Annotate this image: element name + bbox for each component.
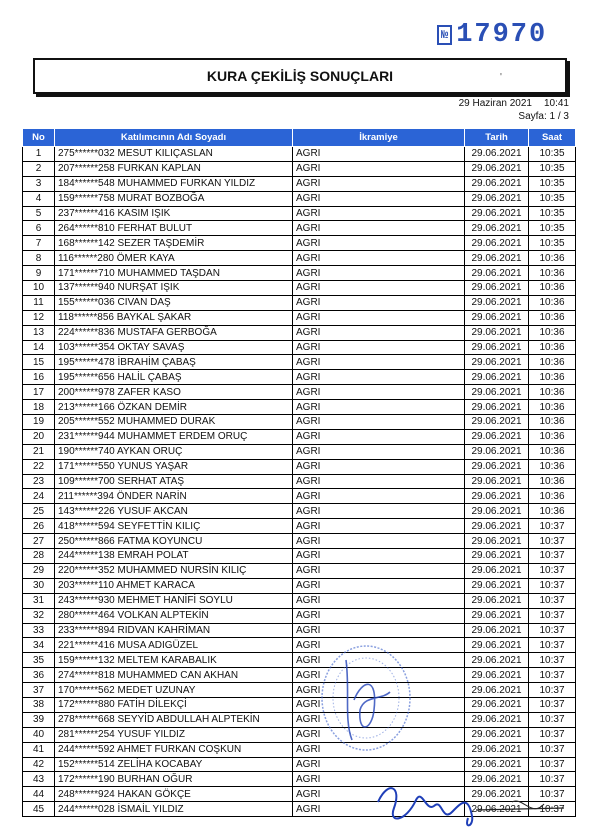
table-row: [23, 504, 576, 519]
cell-no: 13: [23, 325, 55, 340]
cell-participant: 264******810 FERHAT BULUT: [55, 221, 293, 236]
cell-prize: AGRI: [293, 325, 465, 340]
cell-prize: AGRI: [293, 519, 465, 534]
cell-participant: 207******258 FURKAN KAPLAN: [55, 161, 293, 176]
cell-no: 45: [23, 802, 55, 817]
cell-prize: AGRI: [293, 444, 465, 459]
cell-participant: 143******226 YUSUF AKCAN: [55, 504, 293, 519]
table-row: [23, 161, 576, 176]
cell-no: 18: [23, 400, 55, 415]
cell-participant: 250******866 FATMA KOYUNCU: [55, 534, 293, 549]
cell-prize: AGRI: [293, 757, 465, 772]
cell-time: 10:36: [529, 355, 576, 370]
cell-no: 31: [23, 593, 55, 608]
cell-date: 29.06.2021: [465, 623, 529, 638]
cell-prize: AGRI: [293, 549, 465, 564]
table-row: [23, 325, 576, 340]
cell-prize: AGRI: [293, 534, 465, 549]
cell-no: 19: [23, 415, 55, 430]
table-row: [23, 683, 576, 698]
cell-no: 32: [23, 608, 55, 623]
cell-time: 10:36: [529, 370, 576, 385]
cell-date: 29.06.2021: [465, 519, 529, 534]
cell-time: 10:35: [529, 206, 576, 221]
cell-time: 10:36: [529, 474, 576, 489]
table-row: [23, 549, 576, 564]
table-row: [23, 340, 576, 355]
cell-time: 10:35: [529, 176, 576, 191]
cell-date: 29.06.2021: [465, 281, 529, 296]
cell-date: 29.06.2021: [465, 697, 529, 712]
cell-date: 29.06.2021: [465, 474, 529, 489]
cell-participant: 244******592 AHMET FURKAN COŞKUN: [55, 742, 293, 757]
cell-no: 7: [23, 236, 55, 251]
table-row: [23, 281, 576, 296]
cell-date: 29.06.2021: [465, 266, 529, 281]
cell-participant: 243******930 MEHMET HANİFİ SOYLU: [55, 593, 293, 608]
cell-participant: 211******394 ÖNDER NARİN: [55, 489, 293, 504]
cell-participant: 155******036 CIVAN DAŞ: [55, 295, 293, 310]
cell-participant: 170******562 MEDET UZUNAY: [55, 683, 293, 698]
table-row: [23, 787, 576, 802]
print-date-time: [459, 98, 569, 109]
cell-time: 10:36: [529, 340, 576, 355]
table-row: [23, 429, 576, 444]
cell-date: 29.06.2021: [465, 727, 529, 742]
cell-participant: 275******032 MESUT KILIÇASLAN: [55, 147, 293, 162]
cell-prize: AGRI: [293, 295, 465, 310]
cell-date: 29.06.2021: [465, 295, 529, 310]
cell-time: 10:37: [529, 712, 576, 727]
cell-date: 29.06.2021: [465, 668, 529, 683]
cell-time: 10:36: [529, 400, 576, 415]
cell-time: 10:37: [529, 623, 576, 638]
cell-date: 29.06.2021: [465, 310, 529, 325]
cell-no: 27: [23, 534, 55, 549]
cell-time: 10:37: [529, 653, 576, 668]
cell-participant: 203******110 AHMET KARACA: [55, 578, 293, 593]
table-row: [23, 459, 576, 474]
cell-time: 10:37: [529, 608, 576, 623]
cell-prize: AGRI: [293, 683, 465, 698]
table-header-row: [23, 129, 576, 147]
table-row: [23, 176, 576, 191]
cell-date: 29.06.2021: [465, 236, 529, 251]
cell-date: 29.06.2021: [465, 161, 529, 176]
cell-time: 10:36: [529, 489, 576, 504]
cell-no: 43: [23, 772, 55, 787]
cell-date: 29.06.2021: [465, 325, 529, 340]
cell-time: 10:36: [529, 504, 576, 519]
table-row: [23, 266, 576, 281]
cell-no: 21: [23, 444, 55, 459]
page-title: KURA ÇEKİLİŞ SONUÇLARI: [33, 58, 567, 94]
cell-prize: AGRI: [293, 236, 465, 251]
cell-prize: AGRI: [293, 176, 465, 191]
cell-participant: 159******758 MURAT BOZBOĞA: [55, 191, 293, 206]
number-sign: №: [437, 25, 452, 45]
cell-time: 10:36: [529, 281, 576, 296]
cell-date: 29.06.2021: [465, 787, 529, 802]
cell-prize: AGRI: [293, 787, 465, 802]
cell-no: 1: [23, 147, 55, 162]
cell-no: 36: [23, 668, 55, 683]
cell-no: 12: [23, 310, 55, 325]
cell-participant: 109******700 SERHAT ATAŞ: [55, 474, 293, 489]
print-date: 29 Haziran 2021: [458, 98, 532, 109]
table-row: [23, 251, 576, 266]
table-row: [23, 236, 576, 251]
cell-date: 29.06.2021: [465, 504, 529, 519]
cell-date: 29.06.2021: [465, 147, 529, 162]
cell-prize: AGRI: [293, 563, 465, 578]
cell-prize: AGRI: [293, 206, 465, 221]
cell-no: 35: [23, 653, 55, 668]
cell-no: 34: [23, 638, 55, 653]
cell-participant: 248******924 HAKAN GÖKÇE: [55, 787, 293, 802]
table-row: [23, 519, 576, 534]
cell-time: 10:37: [529, 563, 576, 578]
cell-date: 29.06.2021: [465, 638, 529, 653]
cell-prize: AGRI: [293, 400, 465, 415]
cell-participant: 224******836 MUSTAFA GERBOĞA: [55, 325, 293, 340]
cell-date: 29.06.2021: [465, 340, 529, 355]
column-header-date: Tarih: [465, 129, 529, 147]
cell-time: 10:36: [529, 429, 576, 444]
table-row: [23, 712, 576, 727]
table-row: [23, 802, 576, 817]
cell-time: 10:36: [529, 325, 576, 340]
table-row: [23, 563, 576, 578]
cell-time: 10:35: [529, 191, 576, 206]
cell-date: 29.06.2021: [465, 251, 529, 266]
results-table: [22, 128, 576, 817]
cell-time: 10:37: [529, 668, 576, 683]
cell-date: 29.06.2021: [465, 206, 529, 221]
cell-no: 29: [23, 563, 55, 578]
cell-participant: 103******354 OKTAY SAVAŞ: [55, 340, 293, 355]
cell-participant: 205******552 MUHAMMED DURAK: [55, 415, 293, 430]
cell-participant: 233******894 RIDVAN KAHRİMAN: [55, 623, 293, 638]
cell-prize: AGRI: [293, 266, 465, 281]
cell-prize: AGRI: [293, 742, 465, 757]
cell-date: 29.06.2021: [465, 400, 529, 415]
cell-no: 38: [23, 697, 55, 712]
table-row: [23, 638, 576, 653]
page-indicator: Sayfa: 1 / 3: [518, 111, 569, 122]
cell-date: 29.06.2021: [465, 429, 529, 444]
cell-time: 10:36: [529, 459, 576, 474]
table-row: [23, 444, 576, 459]
cell-prize: AGRI: [293, 697, 465, 712]
cell-date: 29.06.2021: [465, 355, 529, 370]
table-row: [23, 221, 576, 236]
cell-participant: 244******028 İSMAİL YILDIZ: [55, 802, 293, 817]
cell-no: 24: [23, 489, 55, 504]
cell-time: 10:37: [529, 549, 576, 564]
cell-time: 10:37: [529, 742, 576, 757]
cell-date: 29.06.2021: [465, 489, 529, 504]
cell-no: 23: [23, 474, 55, 489]
table-row: [23, 697, 576, 712]
cell-no: 37: [23, 683, 55, 698]
cell-time: 10:35: [529, 221, 576, 236]
cell-no: 33: [23, 623, 55, 638]
table-row: [23, 608, 576, 623]
cell-time: 10:36: [529, 310, 576, 325]
cell-prize: AGRI: [293, 608, 465, 623]
cell-prize: AGRI: [293, 385, 465, 400]
cell-no: 5: [23, 206, 55, 221]
cell-participant: 195******656 HALİL ÇABAŞ: [55, 370, 293, 385]
cell-participant: 190******740 AYKAN ORUÇ: [55, 444, 293, 459]
cell-participant: 195******478 İBRAHİM ÇABAŞ: [55, 355, 293, 370]
cell-participant: 274******818 MUHAMMED CAN AKHAN: [55, 668, 293, 683]
cell-no: 40: [23, 727, 55, 742]
cell-prize: AGRI: [293, 504, 465, 519]
document-number: 17970: [456, 20, 548, 50]
cell-no: 17: [23, 385, 55, 400]
table-row: [23, 653, 576, 668]
cell-prize: AGRI: [293, 340, 465, 355]
cell-date: 29.06.2021: [465, 176, 529, 191]
cell-participant: 172******880 FATİH DİLEKÇİ: [55, 697, 293, 712]
cell-participant: 220******352 MUHAMMED NURSİN KILIÇ: [55, 563, 293, 578]
cell-prize: AGRI: [293, 489, 465, 504]
cell-no: 2: [23, 161, 55, 176]
cell-participant: 137******940 NURŞAT IŞIK: [55, 281, 293, 296]
cell-prize: AGRI: [293, 429, 465, 444]
cell-prize: AGRI: [293, 310, 465, 325]
table-row: [23, 534, 576, 549]
cell-no: 39: [23, 712, 55, 727]
cell-no: 30: [23, 578, 55, 593]
table-row: [23, 191, 576, 206]
cell-no: 28: [23, 549, 55, 564]
table-row: [23, 772, 576, 787]
cell-no: 10: [23, 281, 55, 296]
cell-date: 29.06.2021: [465, 563, 529, 578]
cell-participant: 171******550 YUNUS YAŞAR: [55, 459, 293, 474]
cell-no: 6: [23, 221, 55, 236]
cell-participant: 116******280 ÖMER KAYA: [55, 251, 293, 266]
cell-time: 10:37: [529, 638, 576, 653]
cell-participant: 152******514 ZELİHA KOCABAY: [55, 757, 293, 772]
cell-participant: 280******464 VOLKAN ALPTEKİN: [55, 608, 293, 623]
column-header-no: No: [23, 129, 55, 147]
cell-participant: 172******190 BURHAN OĞUR: [55, 772, 293, 787]
cell-prize: AGRI: [293, 251, 465, 266]
cell-prize: AGRI: [293, 191, 465, 206]
table-row: [23, 593, 576, 608]
cell-date: 29.06.2021: [465, 459, 529, 474]
cell-time: 10:37: [529, 683, 576, 698]
cell-time: 10:36: [529, 415, 576, 430]
cell-prize: AGRI: [293, 772, 465, 787]
cell-time: 10:37: [529, 727, 576, 742]
cell-time: 10:37: [529, 757, 576, 772]
cell-prize: AGRI: [293, 802, 465, 817]
cell-date: 29.06.2021: [465, 221, 529, 236]
cell-no: 9: [23, 266, 55, 281]
table-row: [23, 206, 576, 221]
cell-participant: 281******254 YUSUF YILDIZ: [55, 727, 293, 742]
print-time: 10:41: [543, 98, 569, 109]
cell-date: 29.06.2021: [465, 757, 529, 772]
cell-time: 10:36: [529, 385, 576, 400]
cell-no: 20: [23, 429, 55, 444]
cell-no: 8: [23, 251, 55, 266]
cell-date: 29.06.2021: [465, 653, 529, 668]
cell-participant: 278******668 SEYYİD ABDULLAH ALPTEKİN: [55, 712, 293, 727]
cell-participant: 184******548 MUHAMMED FURKAN YILDIZ: [55, 176, 293, 191]
cell-date: 29.06.2021: [465, 415, 529, 430]
column-header-prize: İkramiye: [293, 129, 465, 147]
cell-date: 29.06.2021: [465, 593, 529, 608]
cell-time: 10:37: [529, 772, 576, 787]
cell-participant: 159******132 MELTEM KARABALIK: [55, 653, 293, 668]
cell-prize: AGRI: [293, 727, 465, 742]
cell-prize: AGRI: [293, 161, 465, 176]
cell-participant: 171******710 MUHAMMED TAŞDAN: [55, 266, 293, 281]
cell-participant: 118******856 BAYKAL ŞAKAR: [55, 310, 293, 325]
cell-time: 10:37: [529, 802, 576, 817]
cell-date: 29.06.2021: [465, 802, 529, 817]
table-row: [23, 385, 576, 400]
table-row: [23, 489, 576, 504]
cell-time: 10:36: [529, 444, 576, 459]
cell-time: 10:37: [529, 697, 576, 712]
cell-date: 29.06.2021: [465, 683, 529, 698]
cell-date: 29.06.2021: [465, 712, 529, 727]
table-row: [23, 474, 576, 489]
cell-time: 10:37: [529, 519, 576, 534]
cell-no: 4: [23, 191, 55, 206]
cell-prize: AGRI: [293, 370, 465, 385]
cell-prize: AGRI: [293, 355, 465, 370]
cell-participant: 168******142 SEZER TAŞDEMİR: [55, 236, 293, 251]
decorative-mark: ': [500, 72, 502, 83]
cell-time: 10:36: [529, 266, 576, 281]
table-row: [23, 400, 576, 415]
document-number-stamp: [437, 20, 547, 50]
cell-date: 29.06.2021: [465, 608, 529, 623]
table-row: [23, 295, 576, 310]
cell-participant: 418******594 SEYFETTİN KILIÇ: [55, 519, 293, 534]
cell-no: 15: [23, 355, 55, 370]
cell-prize: AGRI: [293, 668, 465, 683]
cell-no: 22: [23, 459, 55, 474]
cell-date: 29.06.2021: [465, 578, 529, 593]
cell-date: 29.06.2021: [465, 534, 529, 549]
table-row: [23, 742, 576, 757]
cell-date: 29.06.2021: [465, 370, 529, 385]
cell-prize: AGRI: [293, 578, 465, 593]
cell-date: 29.06.2021: [465, 549, 529, 564]
cell-no: 14: [23, 340, 55, 355]
cell-no: 44: [23, 787, 55, 802]
table-row: [23, 147, 576, 162]
cell-no: 42: [23, 757, 55, 772]
table-row: [23, 668, 576, 683]
cell-prize: AGRI: [293, 712, 465, 727]
cell-time: 10:37: [529, 787, 576, 802]
column-header-time: Saat: [529, 129, 576, 147]
cell-date: 29.06.2021: [465, 742, 529, 757]
cell-prize: AGRI: [293, 415, 465, 430]
table-row: [23, 310, 576, 325]
table-row: [23, 415, 576, 430]
table-row: [23, 578, 576, 593]
cell-no: 3: [23, 176, 55, 191]
cell-date: 29.06.2021: [465, 444, 529, 459]
cell-prize: AGRI: [293, 638, 465, 653]
cell-no: 11: [23, 295, 55, 310]
table-row: [23, 623, 576, 638]
cell-participant: 221******416 MUSA ADIGÜZEL: [55, 638, 293, 653]
cell-time: 10:35: [529, 147, 576, 162]
cell-prize: AGRI: [293, 653, 465, 668]
cell-time: 10:37: [529, 593, 576, 608]
cell-participant: 237******416 KASIM IŞIK: [55, 206, 293, 221]
cell-prize: AGRI: [293, 474, 465, 489]
table-row: [23, 355, 576, 370]
table-row: [23, 757, 576, 772]
cell-time: 10:36: [529, 251, 576, 266]
cell-no: 26: [23, 519, 55, 534]
cell-prize: AGRI: [293, 623, 465, 638]
cell-prize: AGRI: [293, 593, 465, 608]
cell-participant: 213******166 ÖZKAN DEMİR: [55, 400, 293, 415]
cell-time: 10:37: [529, 578, 576, 593]
cell-time: 10:37: [529, 534, 576, 549]
cell-date: 29.06.2021: [465, 772, 529, 787]
cell-no: 41: [23, 742, 55, 757]
cell-participant: 244******138 EMRAH POLAT: [55, 549, 293, 564]
cell-time: 10:35: [529, 236, 576, 251]
table-row: [23, 370, 576, 385]
column-header-participant: Katılımcının Adı Soyadı: [55, 129, 293, 147]
cell-no: 16: [23, 370, 55, 385]
cell-date: 29.06.2021: [465, 385, 529, 400]
cell-prize: AGRI: [293, 459, 465, 474]
cell-date: 29.06.2021: [465, 191, 529, 206]
cell-prize: AGRI: [293, 147, 465, 162]
cell-participant: 231******944 MUHAMMET ERDEM ORUÇ: [55, 429, 293, 444]
table-row: [23, 727, 576, 742]
cell-prize: AGRI: [293, 221, 465, 236]
cell-participant: 200******978 ZAFER KASO: [55, 385, 293, 400]
cell-time: 10:36: [529, 295, 576, 310]
cell-no: 25: [23, 504, 55, 519]
cell-prize: AGRI: [293, 281, 465, 296]
cell-time: 10:35: [529, 161, 576, 176]
